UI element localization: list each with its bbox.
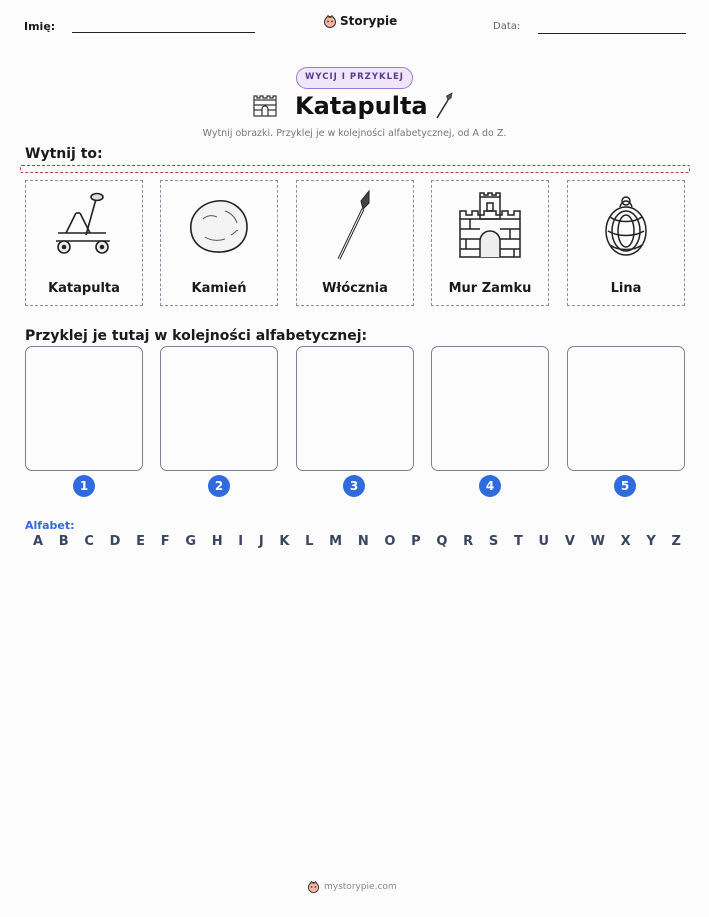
instructions: Wytnij obrazki. Przyklej je w kolejności alfabetycznej, od A do Z. xyxy=(202,128,507,139)
alphabet-letter: C xyxy=(84,534,94,549)
footer xyxy=(307,880,397,893)
alphabet-letter: U xyxy=(538,534,550,549)
number-badge-5: 5 xyxy=(614,475,636,497)
cut-card-catapult[interactable] xyxy=(25,180,143,306)
spear-icon xyxy=(317,189,393,265)
alphabet-letter: K xyxy=(279,534,290,549)
alphabet-letter: G xyxy=(185,534,196,549)
paste-box-3[interactable] xyxy=(296,346,414,471)
alphabet-letter: Y xyxy=(646,534,656,549)
alphabet-row xyxy=(33,534,681,549)
number-badge-1: 1 xyxy=(73,475,95,497)
cut-line xyxy=(20,165,690,173)
paste-box-1[interactable] xyxy=(25,346,143,471)
card-label: Kamień xyxy=(191,281,247,296)
alphabet-letter: D xyxy=(109,534,121,549)
alphabet-letter: O xyxy=(384,534,396,549)
spear-title-icon xyxy=(433,92,455,120)
storypie-mascot-icon xyxy=(307,880,320,893)
alphabet-letter: M xyxy=(329,534,343,549)
number-badge-2: 2 xyxy=(208,475,230,497)
cut-card-stone[interactable] xyxy=(160,180,278,306)
alphabet-letter: A xyxy=(33,534,44,549)
paste-section-title: Przyklej je tutaj w kolejności alfabetycznej: xyxy=(25,328,368,344)
page-title: Katapulta xyxy=(295,92,428,120)
alphabet-letter: B xyxy=(58,534,69,549)
number-badge-3: 3 xyxy=(343,475,365,497)
name-label: Imię: xyxy=(24,20,56,33)
paste-box-5[interactable] xyxy=(567,346,685,471)
alphabet-letter: X xyxy=(620,534,631,549)
stone-icon xyxy=(181,189,257,265)
card-label: Lina xyxy=(610,281,642,296)
alphabet-letter: F xyxy=(160,534,170,549)
card-label: Włócznia xyxy=(322,281,388,296)
brand-logo xyxy=(323,14,397,28)
cut-card-rope[interactable] xyxy=(567,180,685,306)
date-line[interactable] xyxy=(538,33,686,34)
alphabet-letter: P xyxy=(411,534,421,549)
paste-box-4[interactable] xyxy=(431,346,549,471)
brand-name: Storypie xyxy=(340,14,398,28)
alphabet-letter: N xyxy=(357,534,369,549)
date-label: Data: xyxy=(493,21,521,32)
rope-icon xyxy=(588,189,664,265)
alphabet-letter: I xyxy=(238,534,244,549)
catapult-icon xyxy=(46,189,122,265)
cut-card-spear[interactable] xyxy=(296,180,414,306)
name-line[interactable] xyxy=(72,32,255,33)
alphabet-letter: T xyxy=(513,534,523,549)
alphabet-letter: Q xyxy=(436,534,448,549)
alphabet-letter: Z xyxy=(671,534,681,549)
castle-icon xyxy=(251,92,279,118)
footer-url: mystorypie.com xyxy=(324,881,397,892)
alphabet-letter: L xyxy=(305,534,314,549)
card-label: Katapulta xyxy=(48,281,120,296)
alphabet-letter: R xyxy=(463,534,474,549)
alphabet-letter: E xyxy=(136,534,146,549)
activity-badge: WYCIJ I PRZYKLEJ xyxy=(296,67,413,89)
cut-section-title: Wytnij to: xyxy=(25,146,103,162)
storypie-mascot-icon xyxy=(323,14,337,28)
alphabet-letter: W xyxy=(590,534,605,549)
alphabet-letter: S xyxy=(488,534,499,549)
number-badge-4: 4 xyxy=(479,475,501,497)
alphabet-title: Alfabet: xyxy=(25,519,75,532)
alphabet-letter: J xyxy=(258,534,264,549)
castle-wall-icon xyxy=(452,189,528,265)
alphabet-letter: V xyxy=(564,534,575,549)
paste-box-2[interactable] xyxy=(160,346,278,471)
alphabet-letter: H xyxy=(211,534,223,549)
card-label: Mur Zamku xyxy=(448,281,532,296)
cut-card-castle-wall[interactable] xyxy=(431,180,549,306)
